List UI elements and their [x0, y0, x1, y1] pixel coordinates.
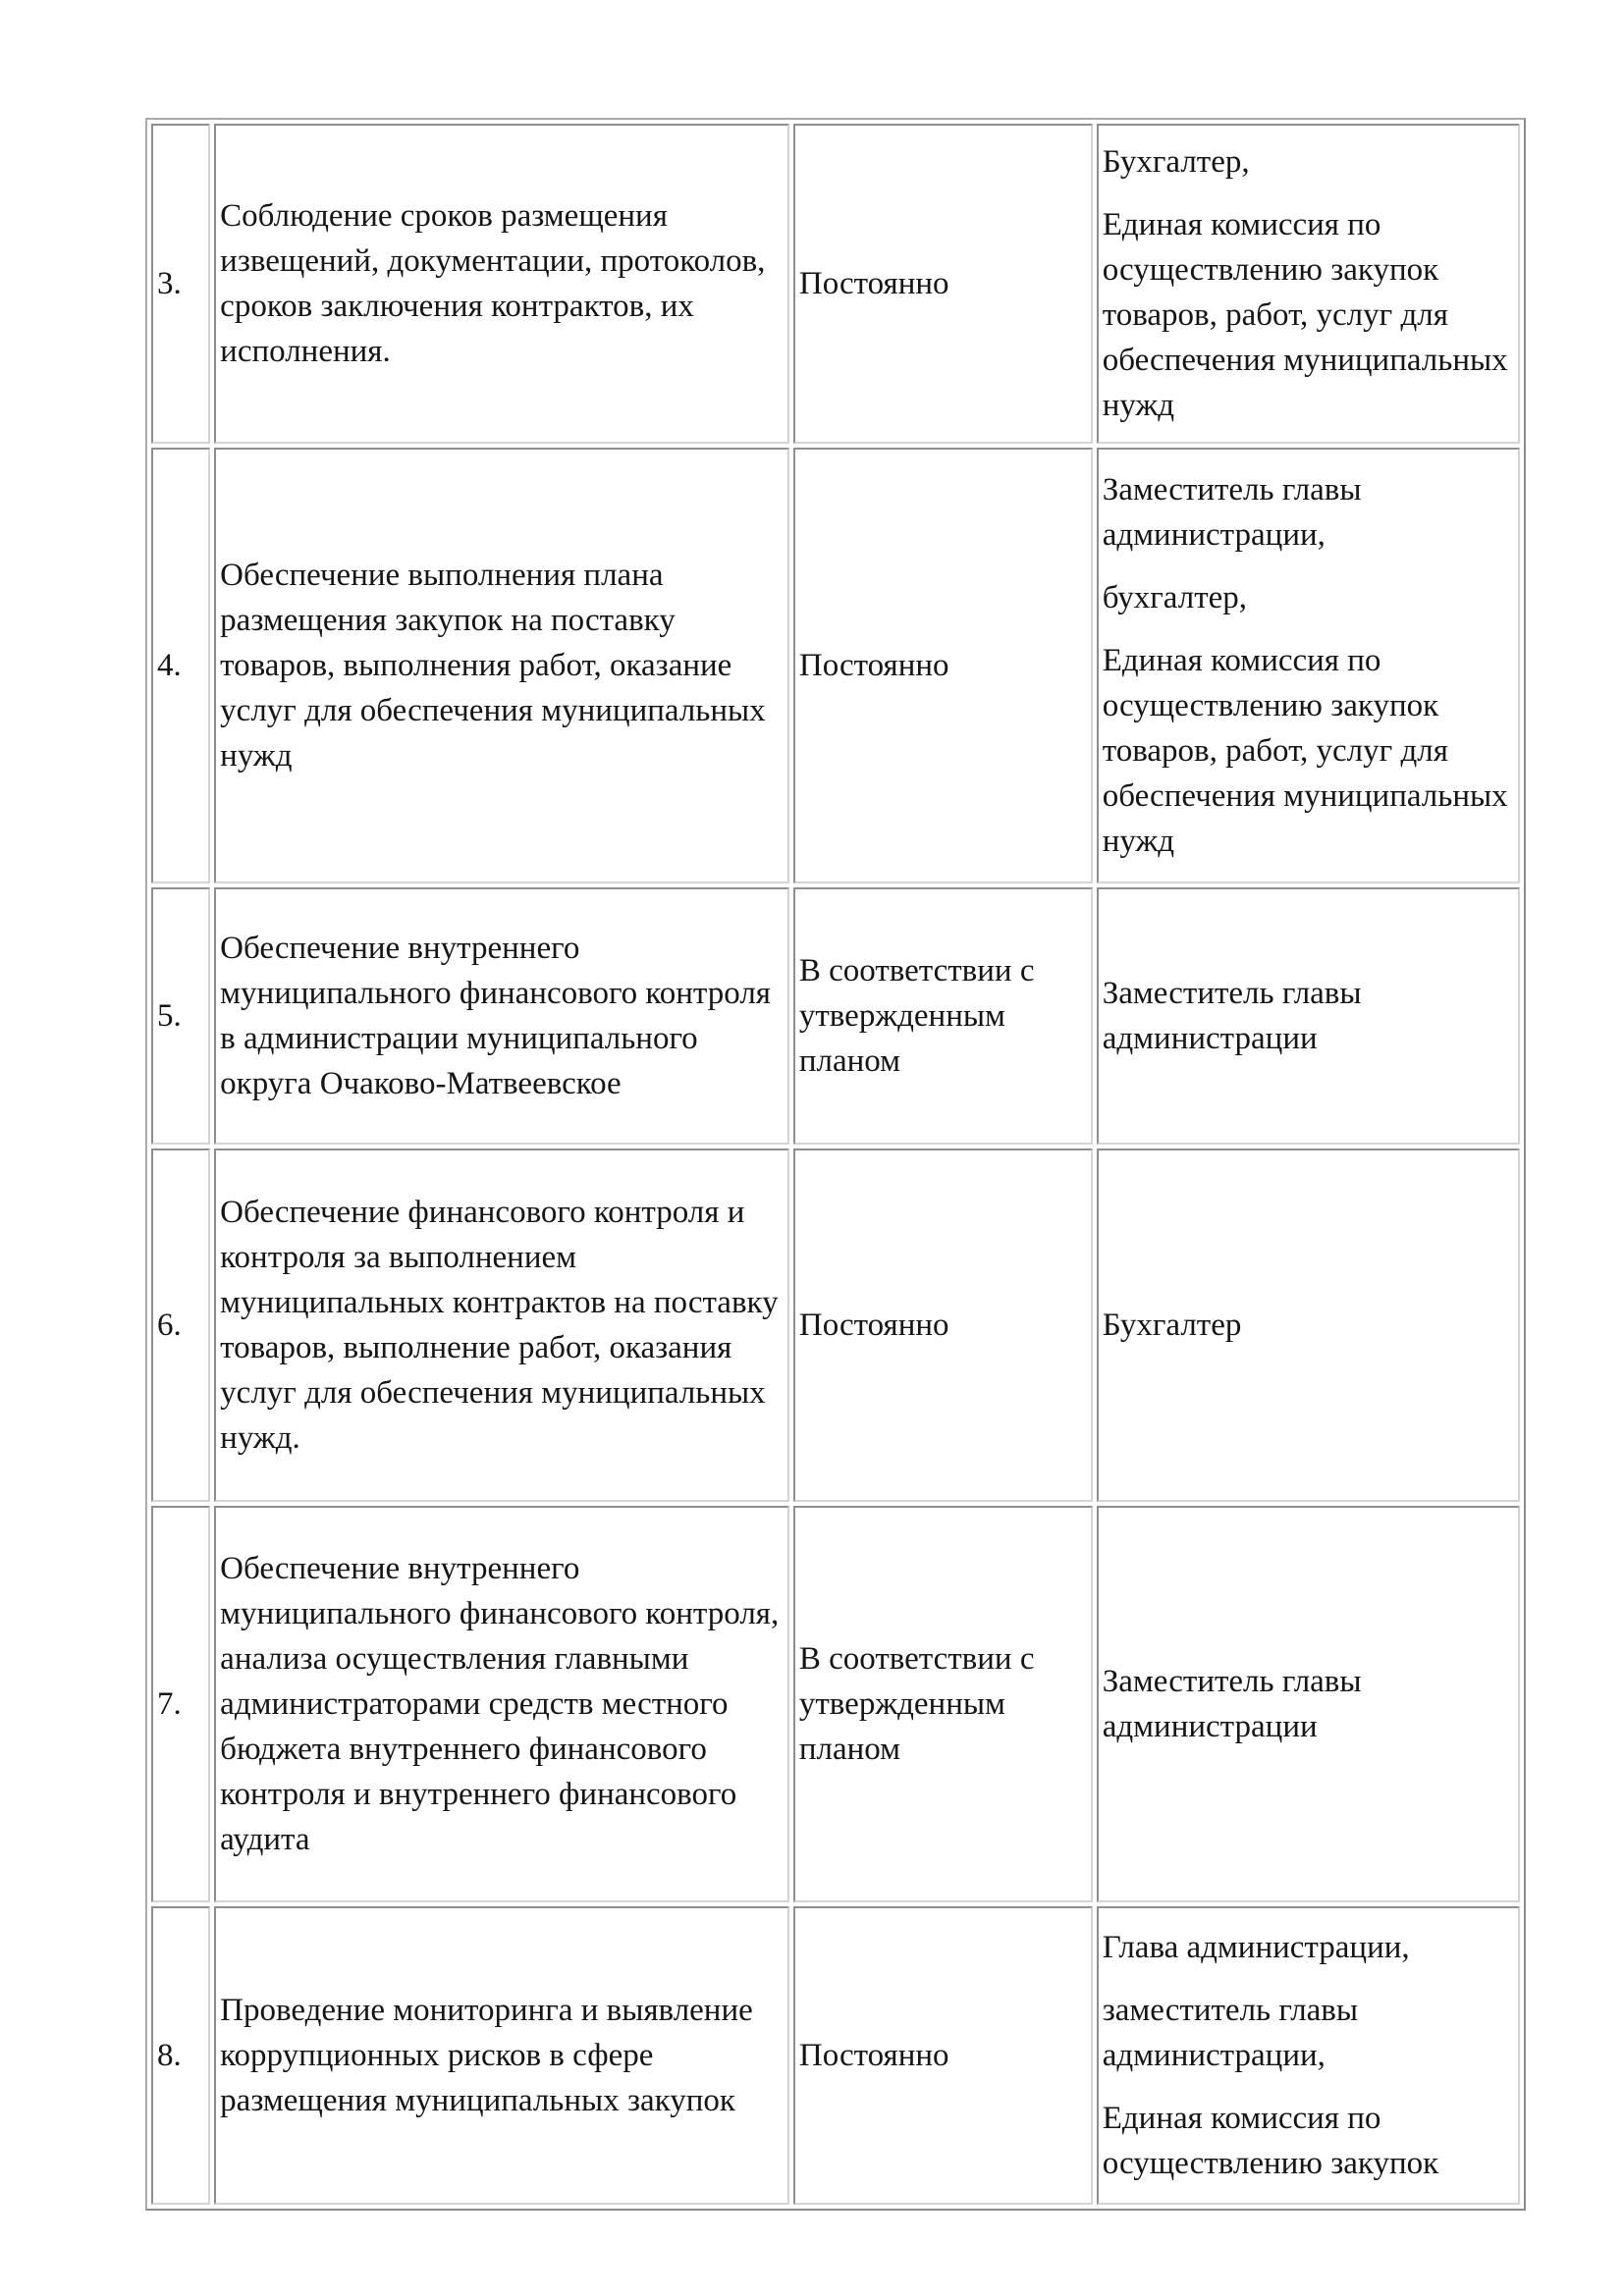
table-row — [151, 1906, 1520, 2205]
measure-description: Обеспечение выполнения плана размещения закупок на поставку товаров, выполнения работ, оказание услуг для обеспечения муниципальных нужд — [214, 448, 789, 883]
measure-description: Обеспечение финансового контроля и контроля за выполнением муниципальных контрактов на поставку товаров, выполнение работ, оказания услуг для обеспечения муниципальных нужд. — [214, 1148, 789, 1502]
responsible-cell — [1097, 887, 1520, 1145]
measure-description: Проведение мониторинга и выявление коррупционных рисков в сфере размещения муниципальных закупок — [214, 1906, 789, 2205]
responsible-line: заместитель главы администрации, — [1102, 1993, 1359, 2073]
responsible-line: Единая комиссия по осуществлению закупок товаров, работ, услуг для обеспечения муниципальных нужд — [1102, 207, 1508, 423]
measure-term: Постоянно — [793, 1148, 1093, 1502]
responsible-line: Заместитель главы администрации — [1102, 976, 1362, 1056]
row-number: 6. — [151, 1148, 210, 1502]
responsible-cell — [1097, 1506, 1520, 1902]
responsible-line: Единая комиссия по осуществлению закупок — [1102, 2101, 1439, 2181]
table-row — [151, 448, 1520, 883]
table-row — [151, 887, 1520, 1145]
table-row — [151, 1148, 1520, 1502]
responsible-line: Единая комиссия по осуществлению закупок товаров, работ, услуг для обеспечения муниципальных нужд — [1102, 643, 1508, 859]
row-number: 5. — [151, 887, 210, 1145]
responsible-line: Бухгалтер, — [1102, 144, 1250, 180]
responsible-line: Бухгалтер — [1102, 1308, 1242, 1343]
row-number: 4. — [151, 448, 210, 883]
measure-term: В соответствии с утвержденным планом — [793, 1506, 1093, 1902]
responsible-cell — [1097, 124, 1520, 444]
measure-term: Постоянно — [793, 124, 1093, 444]
row-number: 3. — [151, 124, 210, 444]
responsible-cell — [1097, 448, 1520, 883]
responsible-cell — [1097, 1148, 1520, 1502]
table-row — [151, 1506, 1520, 1902]
measure-description: Обеспечение внутреннего муниципального финансового контроля, анализа осуществления главными администраторами средств местного бюджета внутреннего финансового контроля и внутреннего финансового аудита — [214, 1506, 789, 1902]
measures-table — [145, 118, 1526, 2211]
row-number: 7. — [151, 1506, 210, 1902]
row-number: 8. — [151, 1906, 210, 2205]
measure-term: Постоянно — [793, 1906, 1093, 2205]
responsible-line: Глава администрации, — [1102, 1930, 1410, 1965]
responsible-line: Заместитель главы администрации — [1102, 1664, 1362, 1744]
measure-term: Постоянно — [793, 448, 1093, 883]
responsible-cell — [1097, 1906, 1520, 2205]
table-row — [151, 124, 1520, 444]
measure-description: Соблюдение сроков размещения извещений, документации, протоколов, сроков заключения контрактов, их исполнения. — [214, 124, 789, 444]
measure-term: В соответствии с утвержденным планом — [793, 887, 1093, 1145]
responsible-line: Заместитель главы администрации, — [1102, 472, 1362, 553]
measure-description: Обеспечение внутреннего муниципального финансового контроля в администрации муниципального округа Очаково-Матвеевское — [214, 887, 789, 1145]
responsible-line: бухгалтер, — [1102, 580, 1248, 615]
